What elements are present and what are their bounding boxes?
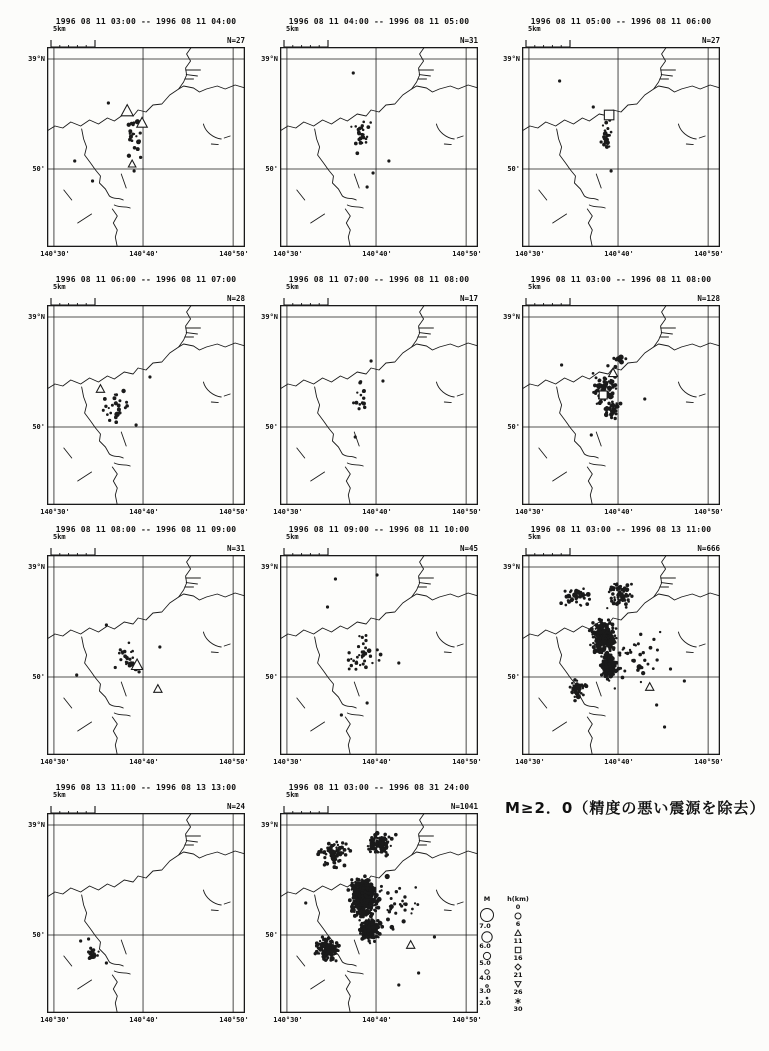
event-count: N=128 — [697, 294, 720, 303]
graticule — [47, 47, 245, 247]
depth-symbol-tridown — [515, 982, 521, 987]
map-canvas — [280, 47, 478, 247]
coastline-river-lines — [47, 813, 245, 1013]
lat-label-50min: 50' — [32, 673, 45, 681]
panel-title: 1996 08 11 03:00 -- 1996 08 31 24:00 — [288, 783, 470, 792]
event-count: N=27 — [226, 36, 245, 45]
lon-label-mid: 140°40' — [362, 758, 392, 766]
epicenter-dots — [559, 582, 686, 728]
map-frame — [522, 555, 720, 755]
epicenter-dots — [79, 937, 108, 964]
coastline-river-lines — [47, 305, 245, 505]
graticule — [280, 47, 478, 247]
panel-title: 1996 08 11 03:00 -- 1996 08 11 04:00 — [55, 17, 237, 26]
lon-label-left: 140°30' — [273, 1016, 303, 1024]
map-canvas — [47, 47, 245, 247]
lat-label-50min: 50' — [265, 673, 278, 681]
panel-title: 1996 08 11 06:00 -- 1996 08 11 07:00 — [55, 275, 237, 284]
lon-label-mid: 140°40' — [362, 250, 392, 258]
scale-label: 5km — [528, 25, 541, 33]
map-frame — [280, 555, 478, 755]
svg-text:11: 11 — [513, 937, 523, 945]
map-panel — [19, 275, 271, 527]
svg-text:6.0: 6.0 — [479, 942, 491, 950]
lat-label-50min: 50' — [265, 165, 278, 173]
lon-label-mid: 140°40' — [362, 508, 392, 516]
lon-label-left: 140°30' — [273, 250, 303, 258]
svg-text:5.0: 5.0 — [479, 959, 491, 967]
svg-text:16: 16 — [513, 954, 523, 962]
epicenter-dots — [75, 623, 161, 676]
graticule — [522, 47, 720, 247]
event-count: N=666 — [697, 544, 720, 553]
large-event-symbols — [646, 683, 654, 691]
map-panel — [252, 17, 504, 269]
map-border — [48, 814, 245, 1013]
lon-label-left: 140°30' — [40, 508, 70, 516]
lon-label-right: 140°50' — [694, 758, 724, 766]
map-panel — [252, 525, 504, 777]
lon-label-mid: 140°40' — [604, 758, 634, 766]
lon-label-mid: 140°40' — [129, 250, 159, 258]
scale-label: 5km — [286, 283, 299, 291]
lon-label-left: 140°30' — [273, 758, 303, 766]
depth-symbol-diamond — [515, 964, 521, 970]
scale-label: 5km — [528, 283, 541, 291]
map-frame — [522, 305, 720, 505]
lat-label-39n: 39°N — [261, 55, 278, 63]
lat-label-39n: 39°N — [28, 55, 45, 63]
panel-title: 1996 08 11 08:00 -- 1996 08 11 09:00 — [55, 525, 237, 534]
lon-label-right: 140°50' — [452, 508, 482, 516]
scale-label: 5km — [53, 283, 66, 291]
event-count: N=24 — [226, 802, 245, 811]
map-canvas — [522, 555, 720, 755]
scale-label: 5km — [286, 791, 299, 799]
event-count: N=17 — [459, 294, 478, 303]
map-canvas — [47, 305, 245, 505]
graticule — [280, 305, 478, 505]
coastline-river-lines — [47, 47, 245, 247]
scale-label: 5km — [53, 25, 66, 33]
graticule — [47, 813, 245, 1013]
map-frame — [47, 555, 245, 755]
map-border — [48, 306, 245, 505]
map-frame — [47, 813, 245, 1013]
lat-label-50min: 50' — [507, 673, 520, 681]
map-frame — [47, 305, 245, 505]
lat-label-39n: 39°N — [503, 55, 520, 63]
scale-label: 5km — [528, 533, 541, 541]
lon-label-right: 140°50' — [219, 1016, 249, 1024]
map-panel — [494, 525, 746, 777]
lon-label-left: 140°30' — [40, 250, 70, 258]
lon-label-right: 140°50' — [452, 758, 482, 766]
event-count: N=28 — [226, 294, 245, 303]
map-frame — [280, 305, 478, 505]
panel-title: 1996 08 11 05:00 -- 1996 08 11 06:00 — [530, 17, 712, 26]
lat-label-39n: 39°N — [28, 313, 45, 321]
epicenter-dots — [350, 71, 390, 188]
map-canvas — [522, 47, 720, 247]
svg-text:4.0: 4.0 — [479, 974, 491, 982]
lon-label-right: 140°50' — [219, 250, 249, 258]
map-panel — [19, 783, 271, 1035]
lat-label-50min: 50' — [507, 165, 520, 173]
panel-title: 1996 08 11 09:00 -- 1996 08 11 10:00 — [288, 525, 470, 534]
coastline-river-lines — [47, 555, 245, 755]
map-border — [48, 556, 245, 755]
scale-label: 5km — [53, 533, 66, 541]
event-count: N=31 — [459, 36, 478, 45]
epicenter-dots — [102, 375, 152, 426]
map-panel — [19, 17, 271, 269]
panel-title: 1996 08 11 03:00 -- 1996 08 11 08:00 — [530, 275, 712, 284]
map-canvas — [522, 305, 720, 505]
lat-label-39n: 39°N — [28, 563, 45, 571]
coastline-river-lines — [280, 47, 478, 247]
map-canvas — [280, 813, 478, 1013]
svg-text:21: 21 — [513, 971, 523, 979]
lat-label-50min: 50' — [265, 423, 278, 431]
svg-text:M: M — [483, 895, 491, 903]
map-canvas — [47, 555, 245, 755]
lat-label-50min: 50' — [265, 931, 278, 939]
map-panel — [252, 275, 504, 527]
lon-label-right: 140°50' — [452, 250, 482, 258]
coastline-river-lines — [522, 47, 720, 247]
map-panel — [19, 525, 271, 777]
scale-label: 5km — [286, 25, 299, 33]
lon-label-mid: 140°40' — [129, 758, 159, 766]
large-event-symbols — [131, 659, 162, 692]
lon-label-mid: 140°40' — [604, 250, 634, 258]
lat-label-50min: 50' — [32, 931, 45, 939]
lat-label-39n: 39°N — [261, 313, 278, 321]
panel-title: 1996 08 11 03:00 -- 1996 08 13 11:00 — [530, 525, 712, 534]
map-frame — [47, 47, 245, 247]
svg-text:7.0: 7.0 — [479, 922, 491, 930]
map-panel — [494, 275, 746, 527]
map-frame — [522, 47, 720, 247]
lon-label-right: 140°50' — [219, 758, 249, 766]
panel-title: 1996 08 13 11:00 -- 1996 08 13 13:00 — [55, 783, 237, 792]
svg-text:26: 26 — [513, 988, 523, 996]
svg-text:30: 30 — [513, 1005, 523, 1013]
lon-label-mid: 140°40' — [129, 508, 159, 516]
map-frame — [280, 813, 478, 1013]
panel-title: 1996 08 11 04:00 -- 1996 08 11 05:00 — [288, 17, 470, 26]
map-panel — [494, 17, 746, 269]
map-border — [281, 306, 478, 505]
panel-title: 1996 08 11 07:00 -- 1996 08 11 08:00 — [288, 275, 470, 284]
large-event-symbols — [407, 941, 415, 949]
lon-label-left: 140°30' — [515, 758, 545, 766]
lat-label-39n: 39°N — [261, 563, 278, 571]
map-panel — [252, 783, 504, 1035]
lat-label-39n: 39°N — [28, 821, 45, 829]
map-border — [281, 48, 478, 247]
graticule — [47, 305, 245, 505]
scale-label: 5km — [286, 533, 299, 541]
epicenter-dots — [304, 831, 436, 987]
svg-text:h(km): h(km) — [507, 895, 529, 903]
depth-symbol-triangle — [515, 930, 521, 935]
event-count: N=1041 — [450, 802, 478, 811]
graticule — [47, 555, 245, 755]
event-count: N=27 — [701, 36, 720, 45]
map-canvas — [280, 305, 478, 505]
depth-symbol-square — [515, 947, 520, 952]
svg-text:2.0: 2.0 — [479, 999, 491, 1007]
lon-label-right: 140°50' — [694, 508, 724, 516]
lon-label-left: 140°30' — [515, 250, 545, 258]
lat-label-39n: 39°N — [261, 821, 278, 829]
event-count: N=31 — [226, 544, 245, 553]
coastline-river-lines — [280, 305, 478, 505]
map-border — [523, 48, 720, 247]
depth-symbol-circle — [515, 913, 521, 919]
lat-label-50min: 50' — [507, 423, 520, 431]
lon-label-left: 140°30' — [40, 758, 70, 766]
map-border — [48, 48, 245, 247]
lon-label-right: 140°50' — [219, 508, 249, 516]
lat-label-50min: 50' — [32, 165, 45, 173]
svg-text:0: 0 — [515, 903, 521, 911]
svg-text:3.0: 3.0 — [479, 987, 491, 995]
event-count: N=45 — [459, 544, 478, 553]
epicenter-dots — [558, 79, 613, 172]
lon-label-left: 140°30' — [515, 508, 545, 516]
depth-symbol-star — [515, 998, 520, 1004]
lon-label-mid: 140°40' — [604, 508, 634, 516]
lat-label-39n: 39°N — [503, 563, 520, 571]
large-event-symbols — [604, 110, 614, 120]
lat-label-50min: 50' — [32, 423, 45, 431]
lon-label-left: 140°30' — [40, 1016, 70, 1024]
svg-text:6: 6 — [515, 920, 521, 928]
map-canvas — [47, 813, 245, 1013]
lat-label-39n: 39°N — [503, 313, 520, 321]
large-event-symbols — [96, 385, 104, 393]
lon-label-mid: 140°40' — [129, 1016, 159, 1024]
map-frame — [280, 47, 478, 247]
map-canvas — [280, 555, 478, 755]
lon-label-right: 140°50' — [452, 1016, 482, 1024]
lon-label-right: 140°50' — [694, 250, 724, 258]
scale-label: 5km — [53, 791, 66, 799]
lon-label-mid: 140°40' — [362, 1016, 392, 1024]
magnitude-note: M≥2．0（精度の悪い震源を除去） — [505, 799, 766, 817]
lon-label-left: 140°30' — [273, 508, 303, 516]
